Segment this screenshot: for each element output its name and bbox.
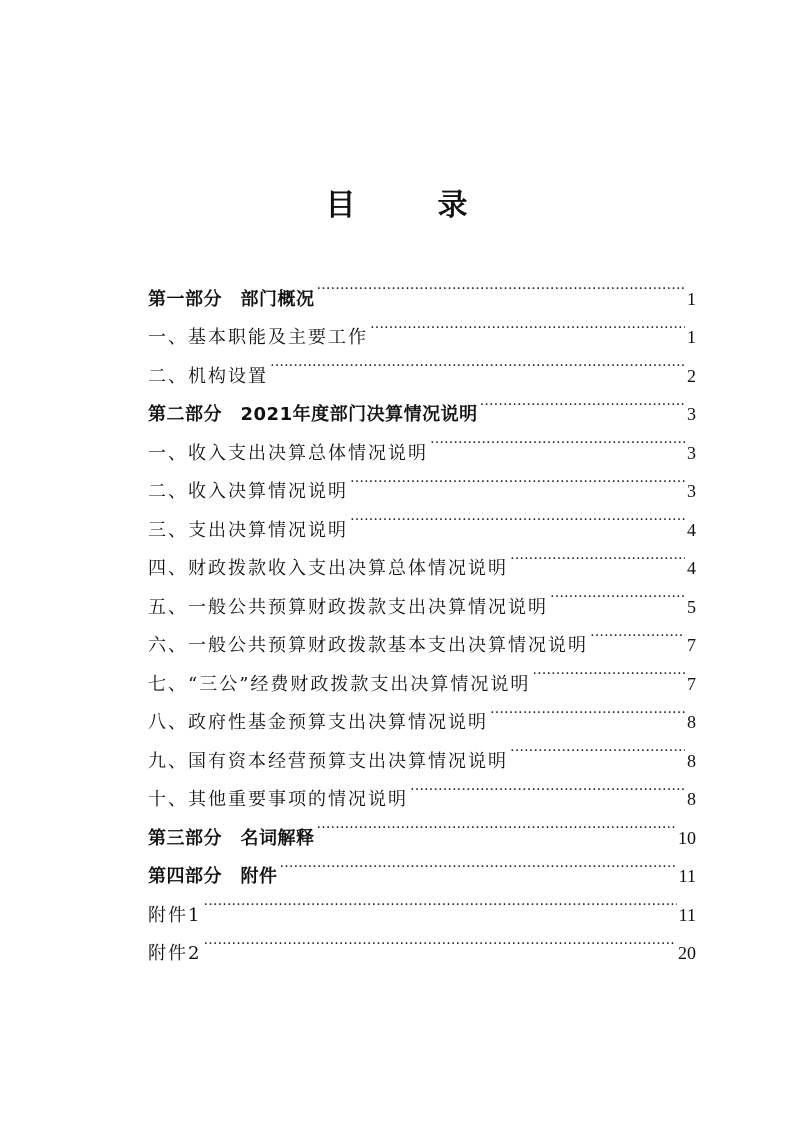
toc-page-number: 10 (678, 827, 696, 848)
toc-entry-label: 附件2 (148, 943, 202, 964)
toc-dot-leader (590, 613, 685, 652)
toc-entry-label: 六、一般公共预算财政拨款基本支出决算情况说明 (148, 635, 588, 656)
toc-dot-leader (550, 574, 685, 613)
toc-dot-leader (203, 921, 676, 960)
toc-page-number: 4 (687, 558, 696, 578)
toc-dot-leader (317, 266, 686, 305)
toc-page-number: 11 (678, 904, 696, 925)
toc-dot-leader (480, 382, 685, 421)
toc-page-number: 8 (687, 712, 696, 732)
toc-dot-leader (370, 305, 685, 344)
toc-entry-label: 十、其他重要事项的情况说明 (148, 789, 408, 810)
toc-page-number: 4 (687, 519, 696, 540)
toc-entry-label: 一、收入支出决算总体情况说明 (148, 442, 428, 464)
page-title: 目 录 (325, 188, 494, 223)
toc-entry-label: 二、收入决算情况说明 (148, 481, 348, 502)
toc-entry-label: 第一部分 部门概况 (148, 288, 315, 310)
toc-dot-leader (532, 651, 685, 690)
toc-entry-label: 四、财政拨款收入支出决算总体情况说明 (148, 558, 508, 579)
toc-page-number: 11 (678, 866, 696, 886)
toc-entry[interactable] (148, 266, 696, 310)
toc-dot-leader (510, 728, 685, 767)
toc-page-number: 2 (687, 365, 696, 386)
toc-entry-label: 五、一般公共预算财政拨款支出决算情况说明 (148, 596, 548, 618)
toc-page-number: 8 (687, 789, 696, 809)
toc-entry-label: 三、支出决算情况说明 (148, 519, 348, 541)
toc-page-number: 3 (687, 442, 696, 463)
toc-entry-label: 一、基本职能及主要工作 (148, 327, 368, 348)
toc-dot-leader (203, 882, 676, 921)
toc-entry-label: 二、机构设置 (148, 365, 268, 387)
toc-page-number: 7 (687, 673, 696, 694)
toc-dot-leader (410, 767, 685, 806)
toc-dot-leader (350, 459, 685, 498)
toc-entry-label: 九、国有资本经营预算支出决算情况说明 (148, 750, 508, 772)
toc-dot-leader (280, 844, 677, 883)
toc-page-number: 1 (687, 288, 696, 309)
toc-dot-leader (510, 536, 685, 575)
toc-entry-label: 第四部分 附件 (148, 866, 278, 887)
toc-dot-leader (350, 497, 685, 536)
toc-entry-label: 附件1 (148, 904, 202, 926)
toc-dot-leader (317, 805, 677, 844)
toc-page-number: 8 (687, 750, 696, 771)
toc-page-number: 3 (687, 481, 696, 501)
toc-entry[interactable] (148, 921, 696, 964)
toc-entry-label: 第三部分 名词解释 (148, 827, 315, 849)
toc-entry-label: 七、“三公”经费财政拨款支出决算情况说明 (148, 673, 531, 695)
toc-entry[interactable] (148, 882, 696, 926)
toc-entry-label: 第二部分 2021年度部门决算情况说明 (148, 404, 478, 425)
toc-page-number: 3 (687, 404, 696, 424)
toc-page-number: 7 (687, 635, 696, 655)
toc-page-number: 5 (687, 596, 696, 617)
toc-page-number: 20 (678, 943, 696, 963)
toc-page-number: 1 (687, 327, 696, 347)
table-of-contents (148, 266, 696, 964)
toc-entry-label: 八、政府性基金预算支出决算情况说明 (148, 712, 488, 733)
toc-dot-leader (270, 343, 685, 382)
toc-dot-leader (490, 690, 685, 729)
toc-dot-leader (430, 420, 685, 459)
